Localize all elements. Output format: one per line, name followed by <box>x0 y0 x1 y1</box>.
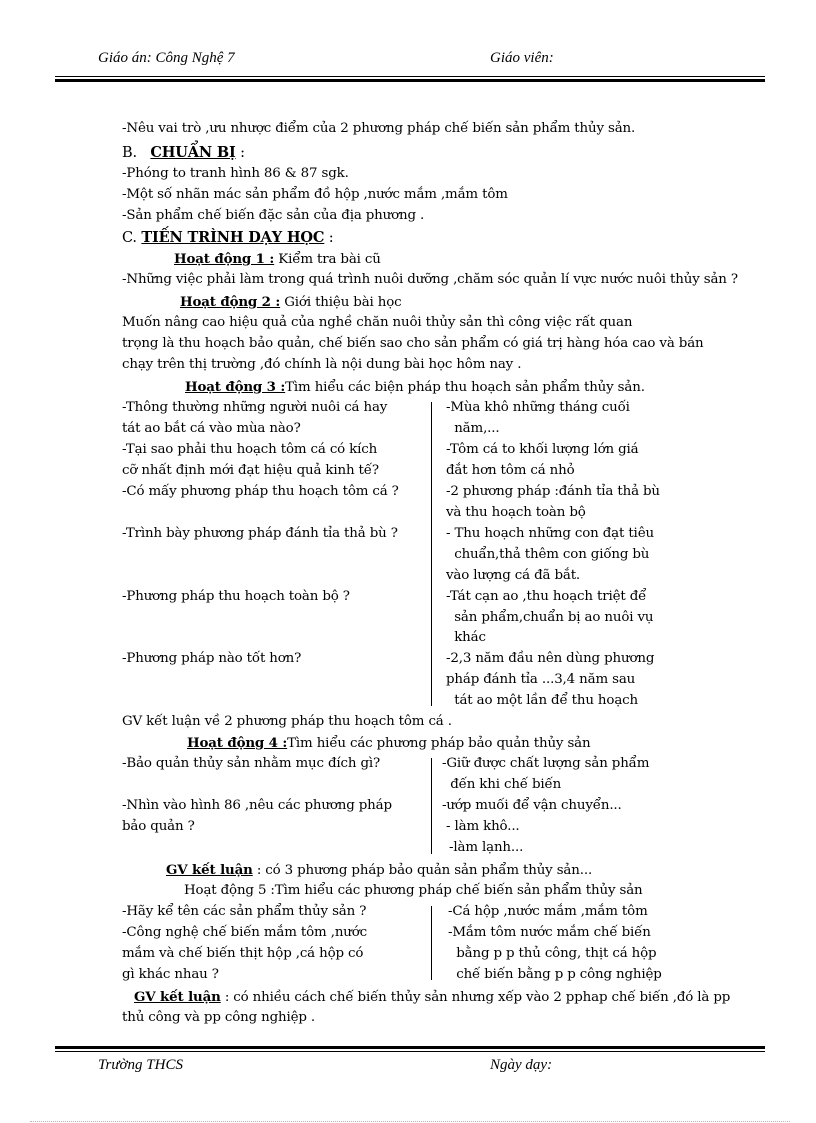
gv-conclusion-1: GV kết luận về 2 phương pháp thu hoạch tôm cá . <box>122 714 452 729</box>
t1-left-4: -Có mấy phương pháp thu hoạch tôm cá ? <box>122 484 399 499</box>
t2-right-4: -làm lạnh... <box>449 840 524 855</box>
gv-conclusion-2-title: GV kết luận <box>166 862 253 878</box>
gv-conclusion-3 <box>134 987 730 1008</box>
page-bottom-dotted-line <box>30 1121 790 1122</box>
t2-right-1: đến khi chế biến <box>442 777 562 792</box>
gv-conclusion-3-title: GV kết luận <box>134 989 221 1005</box>
t1-right-3: đắt hơn tôm cá nhỏ <box>446 463 575 478</box>
activity-3-heading <box>185 377 645 398</box>
activity-5-heading: Hoạt động 5 :Tìm hiểu các phương pháp chế biến sản phẩm thủy sản <box>184 883 643 898</box>
footer-rule-thin <box>55 1051 765 1052</box>
activity-2-title: Hoạt động 2 : <box>180 294 281 310</box>
t1-left-3: cỡ nhất định mới đạt hiệu quả kinh tế? <box>122 463 379 478</box>
gv-conclusion-2 <box>166 860 592 881</box>
intro-line-1: Muốn nâng cao hiệu quả của nghề chăn nuôi thủy sản thì công việc rất quan <box>122 315 633 330</box>
activity-2-text: Giới thiệu bài học <box>280 295 402 310</box>
t1-right-12: -2,3 năm đầu nên dùng phương <box>446 651 655 666</box>
section-c-suffix: : <box>324 230 334 246</box>
t1-right-1: năm,... <box>446 421 500 436</box>
t1-left-6: -Phương pháp thu hoạch toàn bộ ? <box>122 589 350 604</box>
t1-left-7: -Phương pháp nào tốt hơn? <box>122 651 302 666</box>
t3-left-1: -Công nghệ chế biến mắm tôm ,nước <box>122 925 368 940</box>
t2-right-0: -Giữ được chất lượng sản phẩm <box>442 756 650 771</box>
table-1-divider <box>431 402 432 706</box>
activity-4-title: Hoạt động 4 : <box>187 735 288 751</box>
t2-left-2: bảo quản ? <box>122 819 195 834</box>
t3-right-1: -Mắm tôm nước mắm chế biến <box>448 925 651 940</box>
t3-right-0: -Cá hộp ,nước mắm ,mắm tôm <box>448 904 648 919</box>
footer-school: Trường THCS <box>98 1057 183 1073</box>
t3-left-2: mắm và chế biến thịt hộp ,cá hộp có <box>122 946 364 961</box>
intro-line-3: chạy trên thị trường ,đó chính là nội dung bài học hôm nay . <box>122 357 522 372</box>
section-c-prefix: C. <box>122 230 137 246</box>
t1-left-0: -Thông thường những người nuôi cá hay <box>122 400 388 415</box>
t1-right-11: khác <box>446 630 486 645</box>
t1-right-10: sản phẩm,chuẩn bị ao nuôi vụ <box>446 610 654 625</box>
header-teacher: Giáo viên: <box>490 50 554 66</box>
prep-item-1: -Phóng to tranh hình 86 & 87 sgk. <box>122 166 349 181</box>
activity-1-title: Hoạt động 1 : <box>174 251 275 267</box>
t2-right-2: -ướp muối để vận chuyển... <box>442 798 622 813</box>
activity-4-text: Tìm hiểu các phương pháp bảo quản thủy sản <box>287 736 591 751</box>
t1-left-5: -Trình bày phương pháp đánh tỉa thả bù ? <box>122 526 398 541</box>
objective-line: -Nêu vai trò ,ưu nhược điểm của 2 phương pháp chế biến sản phẩm thủy sản. <box>122 121 636 136</box>
section-b-prefix: B. <box>122 145 137 161</box>
gv-conclusion-3-text: : có nhiều cách chế biến thủy sản nhưng xếp vào 2 pphap chế biến ,đó là pp <box>220 990 731 1005</box>
footer-date: Ngày dạy: <box>490 1057 553 1073</box>
section-c-heading <box>122 228 334 248</box>
section-c-title: TIẾN TRÌNH DẠY HỌC <box>141 229 325 246</box>
t3-left-0: -Hãy kể tên các sản phẩm thủy sản ? <box>122 904 367 919</box>
activity-3-text: Tìm hiểu các biện pháp thu hoạch sản phẩm thủy sản. <box>285 380 645 395</box>
intro-line-2: trọng là thu hoạch bảo quản, chế biến sao cho sản phẩm có giá trị hàng hóa cao và bán <box>122 336 704 351</box>
gv-conclusion-3-cont: thủ công và pp công nghiệp . <box>122 1010 316 1025</box>
activity-3-title: Hoạt động 3 : <box>185 379 286 395</box>
activity-1-question: -Những việc phải làm trong quá trình nuôi dưỡng ,chăm sóc quản lí vực nước nuôi thủy sản ? <box>122 272 738 287</box>
t2-left-1: -Nhìn vào hình 86 ,nêu các phương pháp <box>122 798 392 813</box>
prep-item-3: -Sản phẩm chế biến đặc sản của địa phương . <box>122 208 425 223</box>
t1-right-14: tát ao một lần để thu hoạch <box>446 693 638 708</box>
prep-item-2: -Một số nhãn mác sản phẩm đồ hộp ,nước mắm ,mắm tôm <box>122 187 508 202</box>
table-2-divider <box>431 758 432 854</box>
page-footer <box>98 1057 553 1074</box>
section-b-title: CHUẨN BỊ <box>150 144 236 161</box>
t1-left-2: -Tại sao phải thu hoạch tôm cá có kích <box>122 442 378 457</box>
t2-right-3: - làm khô... <box>446 819 520 834</box>
t3-left-3: gì khác nhau ? <box>122 967 219 982</box>
t1-right-0: -Mùa khô những tháng cuối <box>446 400 630 415</box>
gv-conclusion-2-text: : có 3 phương pháp bảo quản sản phẩm thủy sản... <box>252 863 593 878</box>
footer-rule-thick <box>55 1046 765 1049</box>
section-b-suffix: : <box>235 145 245 161</box>
t1-right-2: -Tôm cá to khối lượng lớn giá <box>446 442 639 457</box>
t1-right-7: chuẩn,thả thêm con giống bù <box>446 547 650 562</box>
t1-right-6: - Thu hoạch những con đạt tiêu <box>446 526 654 541</box>
t3-right-2: bằng p p thủ công, thịt cá hộp <box>448 946 657 961</box>
t3-right-3: chế biến bằng p p công nghiệp <box>448 967 662 982</box>
t1-right-9: -Tát cạn ao ,thu hoạch triệt để <box>446 589 647 604</box>
t1-left-1: tát ao bắt cá vào mùa nào? <box>122 421 301 436</box>
table-3-divider <box>431 906 432 980</box>
activity-1-heading <box>174 249 381 270</box>
t2-left-0: -Bảo quản thủy sản nhằm mục đích gì? <box>122 756 381 771</box>
activity-2-heading <box>180 292 402 313</box>
t1-right-8: vào lượng cá đã bắt. <box>446 568 581 583</box>
t1-right-5: và thu hoạch toàn bộ <box>446 505 586 520</box>
section-b-heading <box>122 143 245 163</box>
t1-right-13: pháp đánh tỉa ...3,4 năm sau <box>446 672 636 687</box>
activity-1-text: Kiểm tra bài cũ <box>274 252 381 267</box>
activity-4-heading <box>187 733 590 754</box>
t1-right-4: -2 phương pháp :đánh tỉa thả bù <box>446 484 660 499</box>
header-subject: Giáo án: Công Nghệ 7 <box>98 50 235 66</box>
